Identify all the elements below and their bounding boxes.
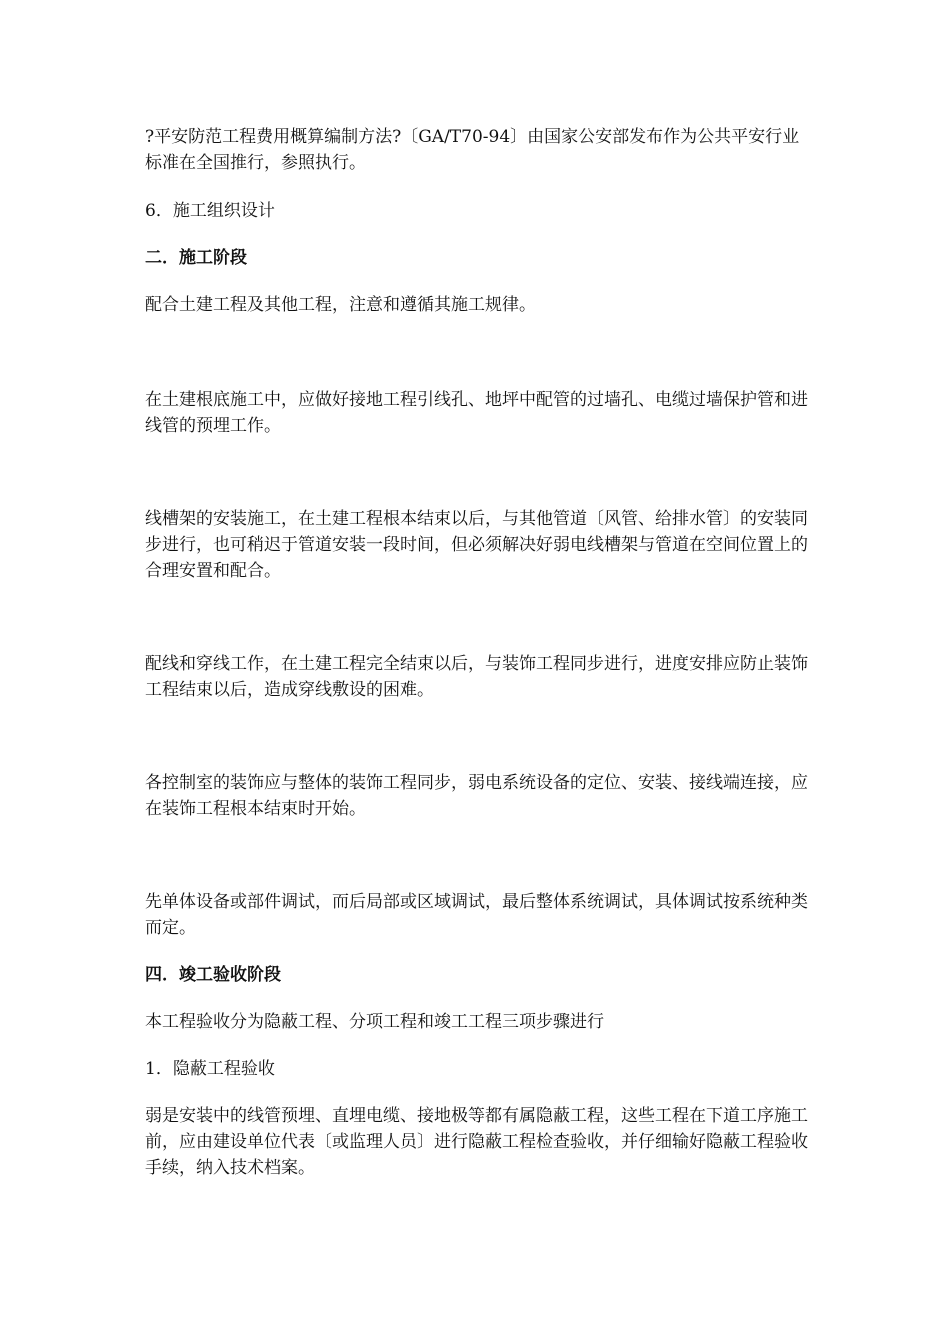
paragraph-foundation-preembedding: 在土建根底施工中，应做好接地工程引线孔、地坪中配管的过墙孔、电缆过墙保护管和进线管的预埋工作。 — [145, 390, 808, 436]
heading-construction-stage: 二．施工阶段 — [145, 248, 247, 268]
paragraph-concealed-works-acceptance: 1．隐蔽工程验收 — [145, 1059, 275, 1079]
paragraph-control-room-decoration: 各控制室的装饰应与整体的装饰工程同步，弱电系统设备的定位、安装、接线端连接，应在装饰工程根本结束时开始。 — [145, 773, 808, 819]
paragraph-concealed-works-details: 弱是安装中的线管预埋、直埋电缆、接地极等都有属隐蔽工程，这些工程在下道工序施工前，应由建设单位代表〔或监理人员〕进行隐蔽工程检查验收，并仔细输好隐蔽工程验收手续，纳入技术档案。 — [145, 1106, 808, 1178]
paragraph-coordinate-civil-works: 配合土建工程及其他工程，注意和遵循其施工规律。 — [145, 295, 536, 315]
heading-completion-acceptance-stage: 四．竣工验收阶段 — [145, 965, 281, 985]
paragraph-cable-tray-installation: 线槽架的安装施工，在土建工程根本结束以后，与其他管道〔风管、给排水管〕的安装同步进行，也可稍迟于管道安装一段时间，但必须解决好弱电线槽架与管道在空间位置上的合理安置和配合。 — [145, 509, 808, 581]
paragraph-cost-estimate-method: ?平安防范工程费用概算编制方法?〔GA/T70-94〕由国家公安部发布作为公共平安行业标准在全国推行，参照执行。 — [145, 127, 800, 173]
paragraph-wiring-work: 配线和穿线工作，在土建工程完全结束以后，与装饰工程同步进行，进度安排应防止装饰工程结束以后，造成穿线敷设的困难。 — [145, 654, 808, 700]
paragraph-acceptance-steps: 本工程验收分为隐蔽工程、分项工程和竣工工程三项步骤进行 — [145, 1012, 604, 1032]
paragraph-construction-design: 6．施工组织设计 — [145, 201, 275, 221]
paragraph-system-debugging: 先单体设备或部件调试，而后局部或区域调试，最后整体系统调试，具体调试按系统种类而定。 — [145, 892, 808, 938]
